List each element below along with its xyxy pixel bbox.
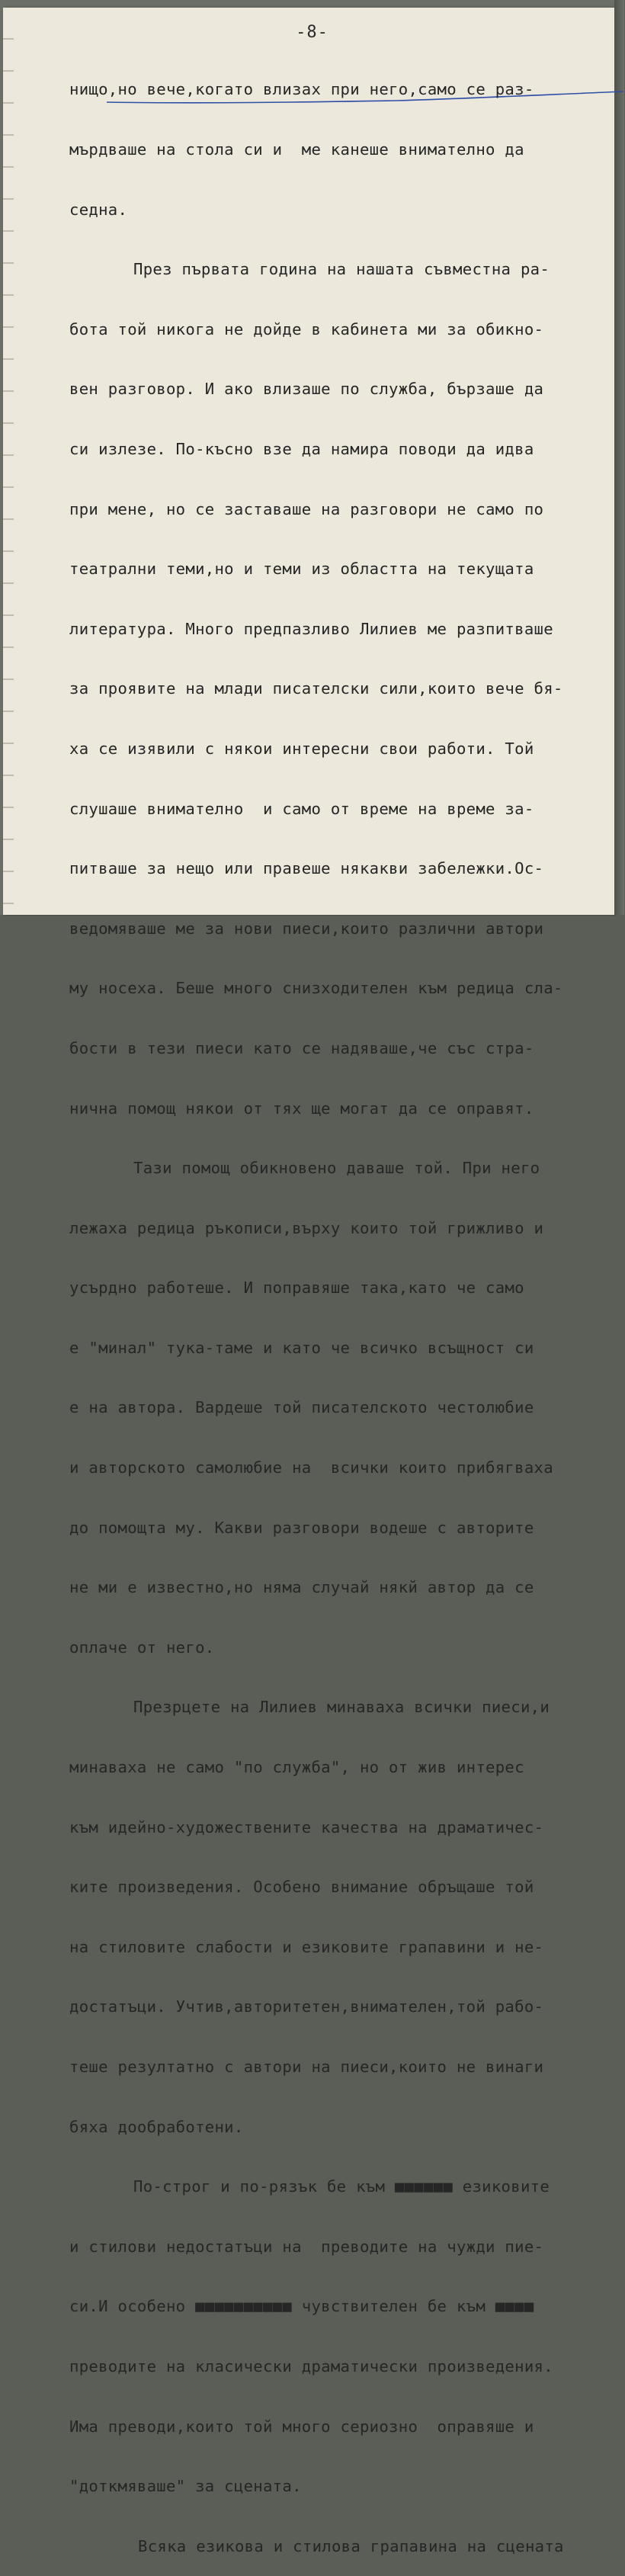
text-line: и авторското самолюбие на всички които прибягваха xyxy=(69,1458,553,1477)
text-line: седна. xyxy=(69,200,128,219)
text-line: бота той никога не дойде в кабинета ми за обикно- xyxy=(69,319,544,338)
text-line: мърдваше на стола си и ме канеше внимателно да xyxy=(69,140,524,159)
text-line: усърдно работеше. И поправяше така,като че само xyxy=(69,1278,524,1298)
text-line: лежаха редица ръкописи,върху които той грижливо и xyxy=(69,1218,544,1237)
page-left-margin-marks xyxy=(3,8,14,922)
text-line: оплаче от него. xyxy=(69,1638,215,1657)
text-line: ките произведения. Особено внимание обръщаше той xyxy=(69,1878,534,1897)
page-number: -8- xyxy=(296,23,329,42)
text-line: си излезе. По-късно взе да намира поводи да идва xyxy=(69,439,534,458)
text-line: театрални теми,но и теми из областта на текущата xyxy=(69,560,534,579)
text-line: През първата година на нашата съвместна ра- xyxy=(133,260,550,279)
text-line: преводите на класически драматически произведения. xyxy=(69,2356,553,2376)
text-line: вен разговор. И ако влизаше по служба, бързаше да xyxy=(69,380,544,399)
text-line: Има преводи,които той много сериозно оправяше и xyxy=(69,2417,534,2436)
text-line: минаваха не само "по служба", но от жив интерес xyxy=(69,1758,524,1777)
text-line: теше резултатно с автори на пиеси,които не винаги xyxy=(69,2058,544,2076)
text-line: бяха дообработени. xyxy=(69,2117,244,2136)
text-line: достатъци. Учтив,авторитетен,внимателен,той рабо- xyxy=(69,1997,544,2016)
text-line: Тази помощ обикновено даваше той. При него xyxy=(133,1159,540,1178)
text-line: е "минал" тука-таме и като че всичко всъщност си xyxy=(69,1338,534,1357)
text-line: ха се изявили с някои интересни свои работи. Той xyxy=(69,739,534,758)
text-line: По-строг и по-рязък бе към ■■■■■■ езиковите xyxy=(133,2177,550,2196)
text-line: Презрцете на Лилиев минаваха всички пиеси,и xyxy=(133,1698,550,1717)
text-line: не ми е известно,но няма случай някй автор да се xyxy=(69,1578,534,1597)
text-line: слушаше внимателно и само от време на време за- xyxy=(69,799,534,818)
text-line: питваше за нещо или правеше някакви забележки.Ос- xyxy=(69,859,544,878)
text-line: е на автора. Вардеше той писателското честолюбие xyxy=(69,1398,534,1417)
text-line: при мене, но се заставаше на разговори не само по xyxy=(69,499,544,518)
text-line: и стилови недостатъци на преводите на чужди пие- xyxy=(69,2237,544,2256)
text-line: до помощта му. Какви разговори водеше с авторите xyxy=(69,1518,534,1537)
text-line: ведомяваше ме за нови пиеси,които различни автори xyxy=(69,919,544,938)
text-line: "доткмяваше" за сцената. xyxy=(69,2477,302,2496)
text-line: нищо,но вече,когато влизах при него,само се раз- xyxy=(69,80,534,99)
text-line: на стиловите слабости и езиковите грапавини и не- xyxy=(69,1937,544,1956)
text-line: му носеха. Беше много снизходителен към редица сла- xyxy=(69,979,563,998)
text-line: за проявите на млади писателски сили,които вече бя- xyxy=(69,679,563,698)
text-line: Всяка езикова и стилова грапавина на сцената xyxy=(138,2536,564,2555)
text-line: си.И особено ■■■■■■■■■■ чувствителен бе към ■■■■ xyxy=(69,2297,534,2316)
text-line: литература. Много предпазливо Лилиев ме разпитваше xyxy=(69,619,553,638)
typed-text-body xyxy=(69,40,618,2576)
text-line: към идейно-художествените качества на драматичес- xyxy=(69,1817,544,1837)
text-line: бости в тези пиеси като се надяваше,че със стра- xyxy=(69,1038,534,1057)
text-line: нична помощ някои от тях ще могат да се оправят. xyxy=(69,1099,534,1118)
